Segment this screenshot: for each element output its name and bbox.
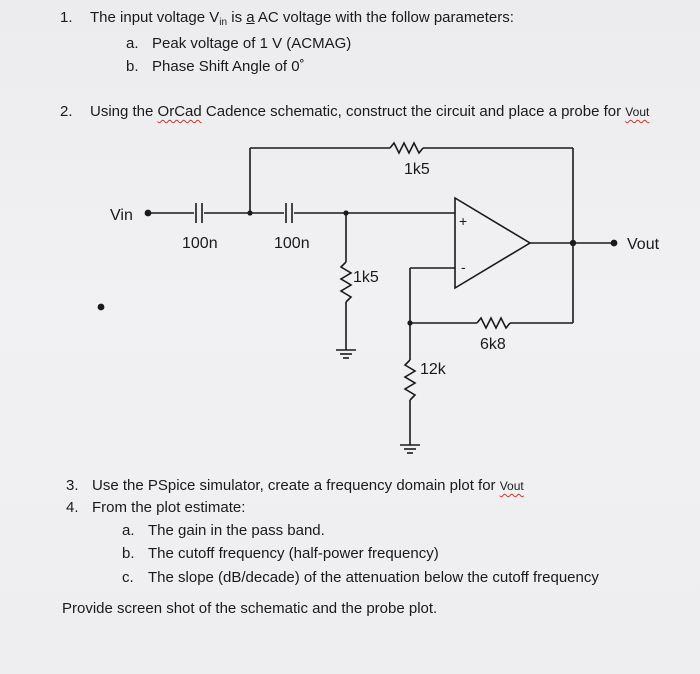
capacitor-c2 xyxy=(286,203,292,223)
resistor-feedback xyxy=(390,143,423,153)
ground-symbol-1 xyxy=(336,350,356,358)
opamp-minus: - xyxy=(461,259,466,275)
capacitor-c1 xyxy=(196,203,202,223)
vin-label: Vin xyxy=(110,207,133,224)
item-1b-text: Phase Shift Angle of 0˚ xyxy=(152,58,305,75)
item-1a-label: a. xyxy=(126,35,139,52)
item-4a-label: a. xyxy=(122,522,135,539)
item-2-post: Cadence schematic, construct the circuit and place a probe for xyxy=(201,103,626,120)
vin-node xyxy=(145,210,150,215)
item-4-number: 4. xyxy=(66,499,79,516)
item-4c-label: c. xyxy=(122,569,134,586)
item-1a-text: Peak voltage of 1 V (ACMAG) xyxy=(152,35,352,52)
resistor-12k xyxy=(405,360,415,400)
r-6k8-label: 6k8 xyxy=(480,336,506,353)
vout-label: Vout xyxy=(627,236,660,253)
c2-label: 100n xyxy=(274,235,310,252)
r-feedback-label: 1k5 xyxy=(404,161,430,178)
item-1-pre: The input voltage V xyxy=(90,9,220,26)
r-12k-label: 12k xyxy=(420,361,446,378)
r-ground-label: 1k5 xyxy=(353,269,379,286)
vin-subscript: in xyxy=(219,17,228,28)
item-1-mid: is xyxy=(227,9,247,26)
item-4b-label: b. xyxy=(122,545,135,562)
item-2-number: 2. xyxy=(60,103,73,120)
item-3-pre: Use the PSpice simulator, create a frequency domain plot for xyxy=(92,477,500,494)
op-amp xyxy=(455,198,530,288)
item-4b-text: The cutoff frequency (half-power frequency) xyxy=(148,545,439,562)
resistor-6k8 xyxy=(477,318,510,328)
item-4a-text: The gain in the pass band. xyxy=(148,522,325,539)
stray-dot xyxy=(98,304,105,311)
item-3-number: 3. xyxy=(66,477,79,494)
item-1-number: 1. xyxy=(60,9,73,26)
item-2-pre: Using the xyxy=(90,103,158,120)
item-1-post: AC voltage with the follow parameters: xyxy=(254,9,514,26)
item-1b-label: b. xyxy=(126,58,139,75)
item-3-vout: Vout xyxy=(499,479,524,493)
item-1-article: a xyxy=(246,9,255,26)
orcad-word: OrCad xyxy=(157,103,202,120)
footer-instruction: Provide screen shot of the schematic and the probe plot. xyxy=(62,600,438,617)
item-4c-text: The slope (dB/decade) of the attenuation below the cutoff frequency xyxy=(148,569,599,586)
ground-symbol-2 xyxy=(400,445,420,453)
c1-label: 100n xyxy=(182,235,218,252)
item-2-vout: Vout xyxy=(625,105,650,119)
item-4-text: From the plot estimate: xyxy=(92,499,246,516)
opamp-plus: + xyxy=(459,213,468,229)
item-3-text xyxy=(92,477,524,495)
resistor-ground xyxy=(341,262,351,302)
vout-node xyxy=(611,240,616,245)
